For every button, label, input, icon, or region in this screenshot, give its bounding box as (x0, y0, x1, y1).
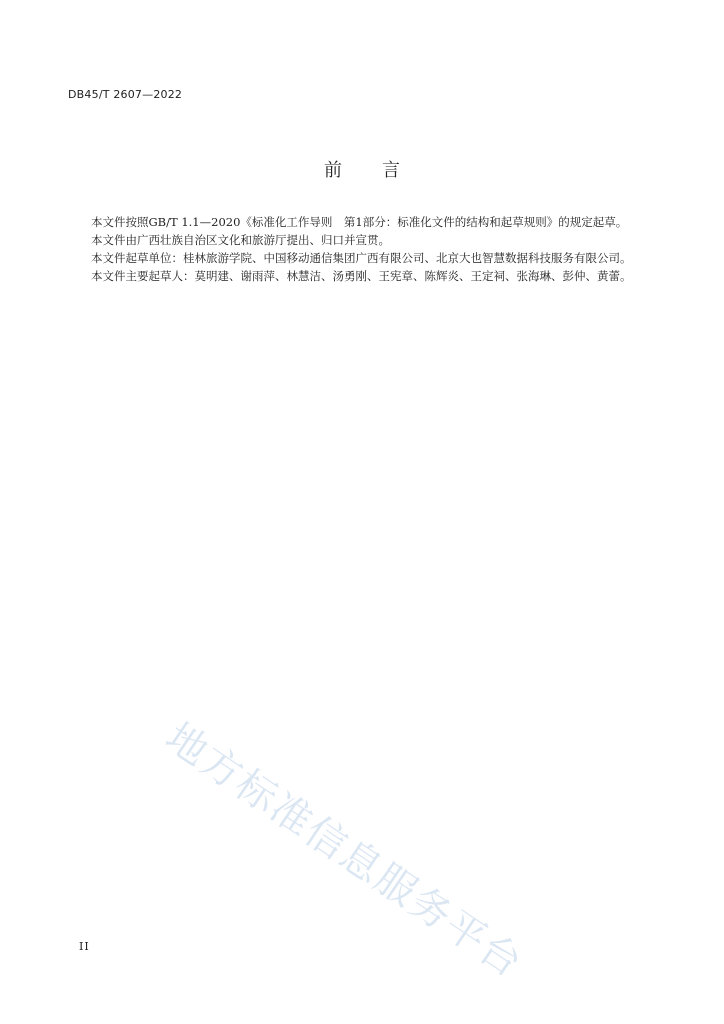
paragraph-drafters: 本文件主要起草人：莫明建、谢雨萍、林慧洁、汤勇刚、王宪章、陈辉炎、王定祠、张海琳、彭仲、黄蕾。 (91, 269, 632, 283)
paragraph-proposer: 本文件由广西壮族自治区文化和旅游厅提出、归口并宣贯。 (91, 233, 390, 247)
paragraph-drafting-units: 本文件起草单位：桂林旅游学院、中国移动通信集团广西有限公司、北京大也智慧数据科技服务有限公司。 (91, 251, 632, 265)
title-char-2: 言 (382, 160, 400, 181)
page-title (0, 156, 724, 182)
page-number: II (79, 940, 90, 953)
foreword-body (68, 213, 640, 285)
paragraph-drafting-rules: 本文件按照GB/T 1.1—2020《标准化工作导则 第1部分：标准化文件的结构和起草规则》的规定起草。 (91, 215, 628, 229)
document-code: DB45/T 2607—2022 (68, 88, 183, 101)
watermark: 地方标准信息服务平台 (157, 714, 532, 988)
title-char-1: 前 (324, 160, 342, 181)
